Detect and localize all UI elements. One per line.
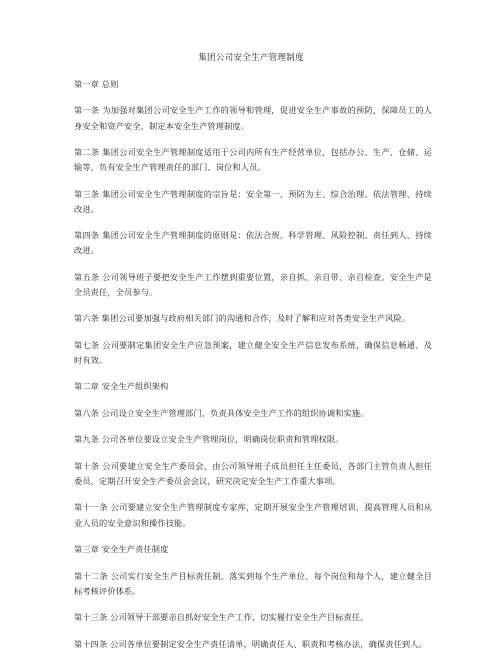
chapter-heading: 第三章 安全生产责任制度 bbox=[74, 544, 169, 555]
document-body bbox=[74, 77, 432, 663]
article-paragraph: 第一条 为加强对集团公司安全生产工作的领导和管理，促进安全生产事故的预防，保障员工的人身安全和资产安全，制定本安全生产管理制度。 bbox=[74, 105, 432, 131]
article-paragraph: 第十三条 公司领导干部要亲自抓好安全生产工作，切实履行安全生产目标责任。 bbox=[74, 612, 369, 623]
article-paragraph: 第八条 公司设立安全生产管理部门，负责具体安全生产工作的组织协调和实施。 bbox=[74, 407, 369, 418]
article-paragraph: 第四条 集团公司安全生产管理制度的原则是：依法合规、科学管理、风险控制、责任到人、持续改进。 bbox=[74, 230, 432, 256]
article-paragraph: 第五条 公司领导班子要把安全生产工作摆到重要位置，亲自抓、亲自带、亲自检查。安全生产是全员责任，全员参与。 bbox=[74, 271, 432, 297]
chapter-heading: 第二章 安全生产组织架构 bbox=[74, 381, 169, 392]
article-paragraph: 第七条 公司要制定集团安全生产应急预案，建立健全安全生产信息发布系统，确保信息畅通、及时有效。 bbox=[74, 339, 432, 365]
article-paragraph: 第十四条 公司各单位要制定安全生产责任清单，明确责任人、职责和考核办法，确保责任到人。 bbox=[74, 638, 427, 649]
article-paragraph: 第十一条 公司要建立安全生产管理制度专家库，定期开展安全生产管理培训，提高管理人员和从业人员的安全意识和操作技能。 bbox=[74, 502, 432, 528]
article-paragraph: 第九条 公司各单位要设立安全生产管理岗位，明确岗位职责和管理权限。 bbox=[74, 434, 344, 445]
chapter-heading: 第一章 总则 bbox=[74, 79, 119, 89]
article-paragraph: 第二条 集团公司安全生产管理制度适用于公司内所有生产经营单位，包括办公、生产、仓储、运输等，负有安全生产管理责任的部门、岗位和人员。 bbox=[74, 147, 432, 173]
article-paragraph: 第十条 公司要建立安全生产委员会，由公司领导班子成员担任主任委员，各部门主管负责人担任委员，定期召开安全生产委员会会议，研究决定安全生产工作重大事项。 bbox=[74, 460, 432, 486]
article-paragraph: 第六条 集团公司要加强与政府相关部门的沟通和合作，及时了解和应对各类安全生产风险。 bbox=[74, 313, 411, 324]
article-paragraph: 第三条 集团公司安全生产管理制度的宗旨是：安全第一、预防为主、综合治理、依法管理、持续改进。 bbox=[74, 188, 432, 214]
document-title: 集团公司安全生产管理制度 bbox=[198, 53, 304, 63]
article-paragraph: 第十二条 公司实行安全生产目标责任制，落实到每个生产单位、每个岗位和每个人，建立健全目标考核评价体系。 bbox=[74, 570, 432, 596]
